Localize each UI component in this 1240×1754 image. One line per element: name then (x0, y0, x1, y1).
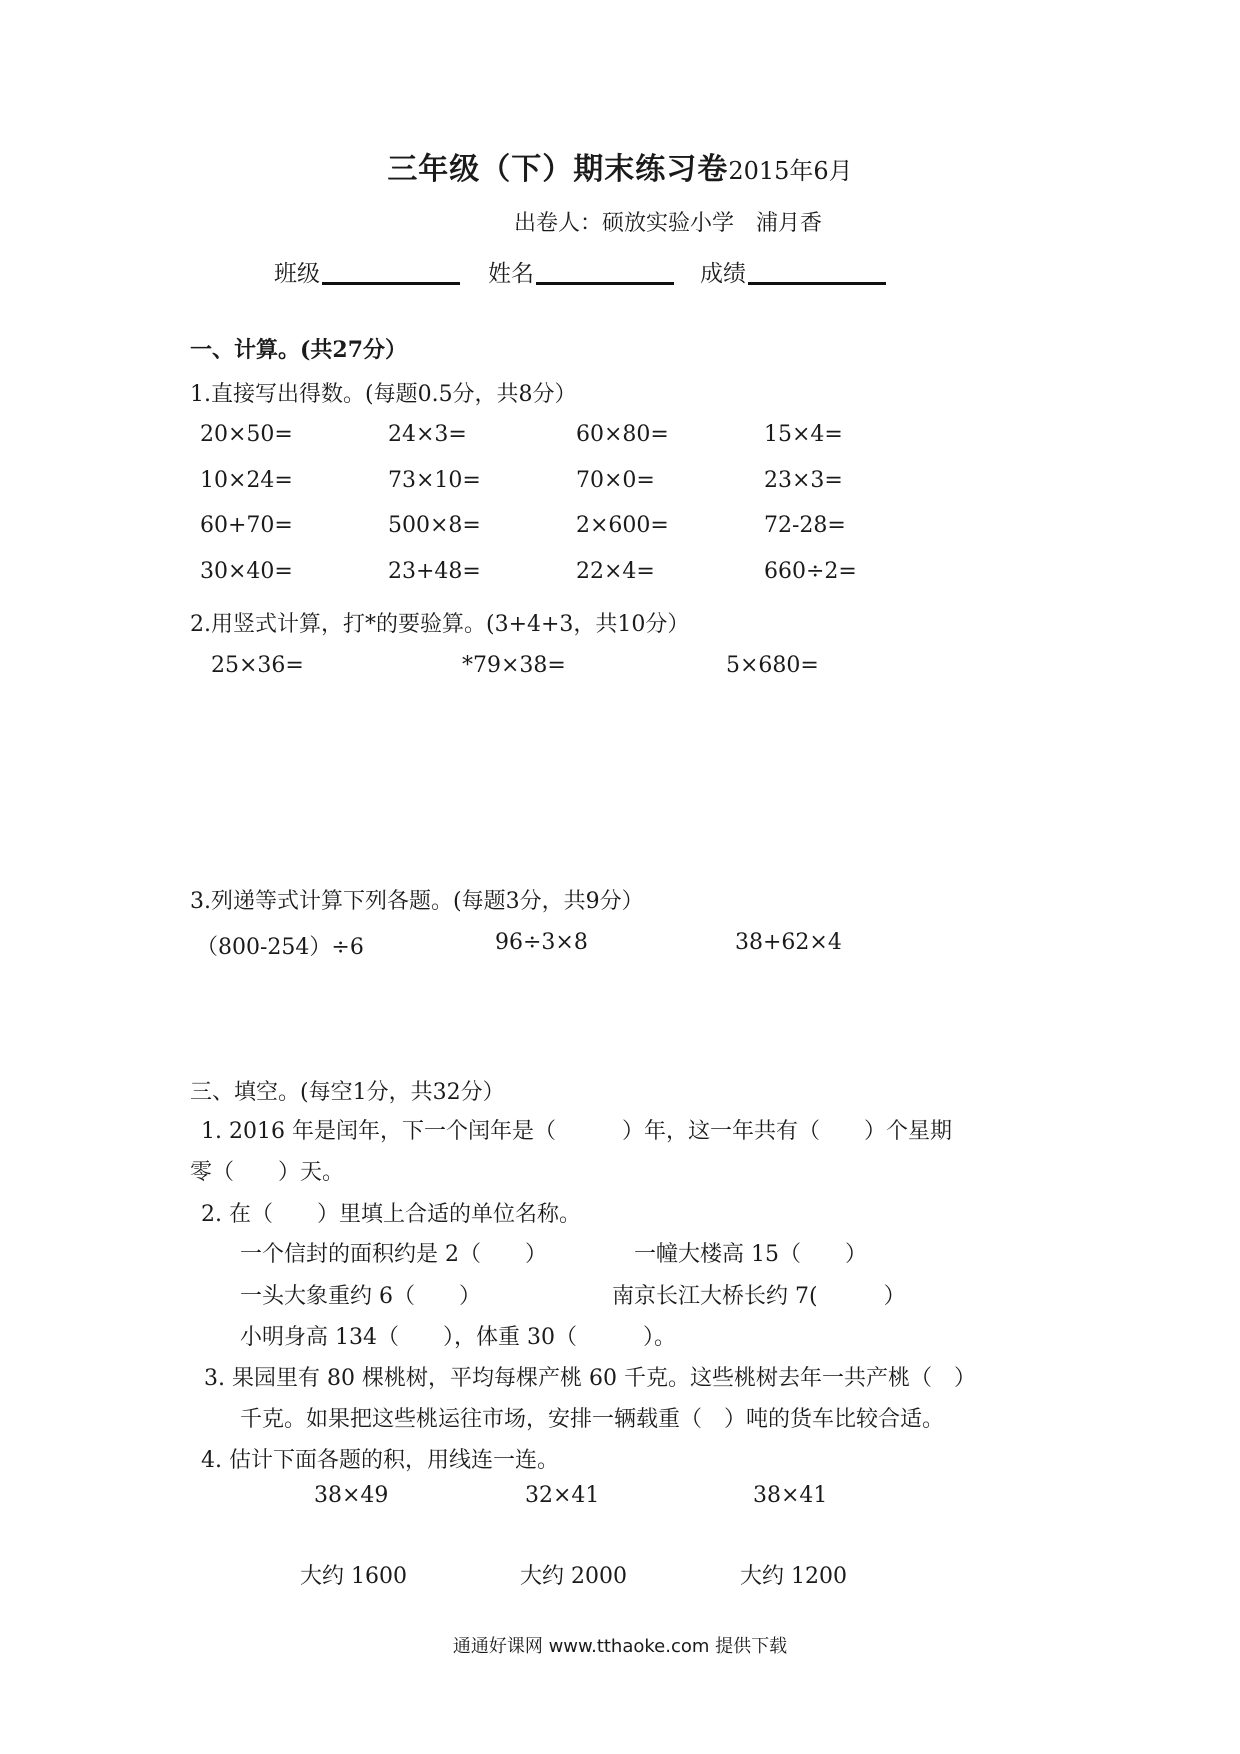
class-label: 班级 (274, 261, 320, 287)
q4-product[interactable]: 38×49 (314, 1483, 389, 1508)
q1-heading: 1.直接写出得数。(每题0.5分，共8分） (190, 382, 577, 407)
score-field (700, 255, 886, 288)
name-label: 姓名 (488, 261, 534, 287)
section1-title: 一、计算。(共27分） (190, 337, 408, 363)
q4-product[interactable]: 32×41 (525, 1483, 600, 1508)
q4-estimate[interactable]: 大约 1200 (740, 1564, 847, 1589)
q1-cell: 10×24= (200, 468, 293, 493)
q1-cell: 72-28= (764, 513, 846, 538)
q2-heading: 2.用竖式计算，打*的要验算。(3+4+3，共10分） (190, 612, 690, 637)
q1-cell: 60×80= (576, 422, 669, 447)
q3-heading: 3.列递等式计算下列各题。(每题3分，共9分） (190, 889, 644, 914)
fill-q2-item: 一头大象重约 6（ ） (240, 1284, 481, 1309)
class-field (274, 255, 460, 288)
q2-item: *79×38= (462, 653, 566, 678)
name-field (488, 255, 674, 288)
fill-q4-heading: 4. 估计下面各题的积，用线连一连。 (201, 1448, 559, 1473)
fill-q2-heading: 2. 在（ ）里填上合适的单位名称。 (201, 1202, 581, 1227)
q1-cell: 23×3= (764, 468, 843, 493)
fill-q2-item: 小明身高 134（ ），体重 30（ ）。 (240, 1325, 676, 1350)
q1-cell: 60+70= (200, 513, 293, 538)
footer-credit: 通通好课网 www.tthaoke.com 提供下载 (452, 1636, 788, 1657)
q1-cell: 22×4= (576, 559, 655, 584)
title-date: 2015年6月 (728, 157, 853, 185)
q3-item: （800-254）÷6 (196, 935, 364, 960)
q1-cell: 20×50= (200, 422, 293, 447)
q3-item: 38+62×4 (735, 930, 842, 955)
class-blank[interactable] (322, 282, 460, 285)
q4-estimate[interactable]: 大约 2000 (520, 1564, 627, 1589)
q1-cell: 500×8= (388, 513, 481, 538)
score-blank[interactable] (748, 282, 886, 285)
q1-cell: 15×4= (764, 422, 843, 447)
q1-cell: 24×3= (388, 422, 467, 447)
name-blank[interactable] (536, 282, 674, 285)
fill-q1-line1: 1. 2016 年是闰年，下一个闰年是（ ）年，这一年共有（ ）个星期 (201, 1119, 952, 1144)
q1-cell: 70×0= (576, 468, 655, 493)
q2-item: 5×680= (726, 653, 819, 678)
q4-estimate[interactable]: 大约 1600 (300, 1564, 407, 1589)
fill-q3-line1: 3. 果园里有 80 棵桃树，平均每棵产桃 60 千克。这些桃树去年一共产桃（ ） (204, 1366, 976, 1391)
q4-product[interactable]: 38×41 (753, 1483, 828, 1508)
fill-q3-line2: 千克。如果把这些桃运往市场，安排一辆载重（ ）吨的货车比较合适。 (240, 1407, 945, 1432)
q2-item: 25×36= (211, 653, 304, 678)
q3-item: 96÷3×8 (495, 930, 588, 955)
q1-cell: 73×10= (388, 468, 481, 493)
q1-cell: 2×600= (576, 513, 669, 538)
fill-q1-line2: 零（ ）天。 (190, 1160, 345, 1185)
q1-cell: 23+48= (388, 559, 481, 584)
fill-q2-item: 一幢大楼高 15（ ） (634, 1242, 867, 1267)
fill-q2-item: 南京长江大桥长约 7( ） (612, 1284, 906, 1309)
exam-setter: 出卷人：硕放实验小学 浦月香 (513, 211, 822, 236)
title-main: 三年级（下）期末练习卷 (387, 152, 729, 187)
section3-title: 三、填空。(每空1分，共32分） (190, 1080, 505, 1105)
fill-q2-item: 一个信封的面积约是 2（ ） (240, 1242, 547, 1267)
q1-cell: 660÷2= (764, 559, 857, 584)
q1-cell: 30×40= (200, 559, 293, 584)
score-label: 成绩 (700, 261, 746, 287)
exam-title (0, 152, 1240, 189)
